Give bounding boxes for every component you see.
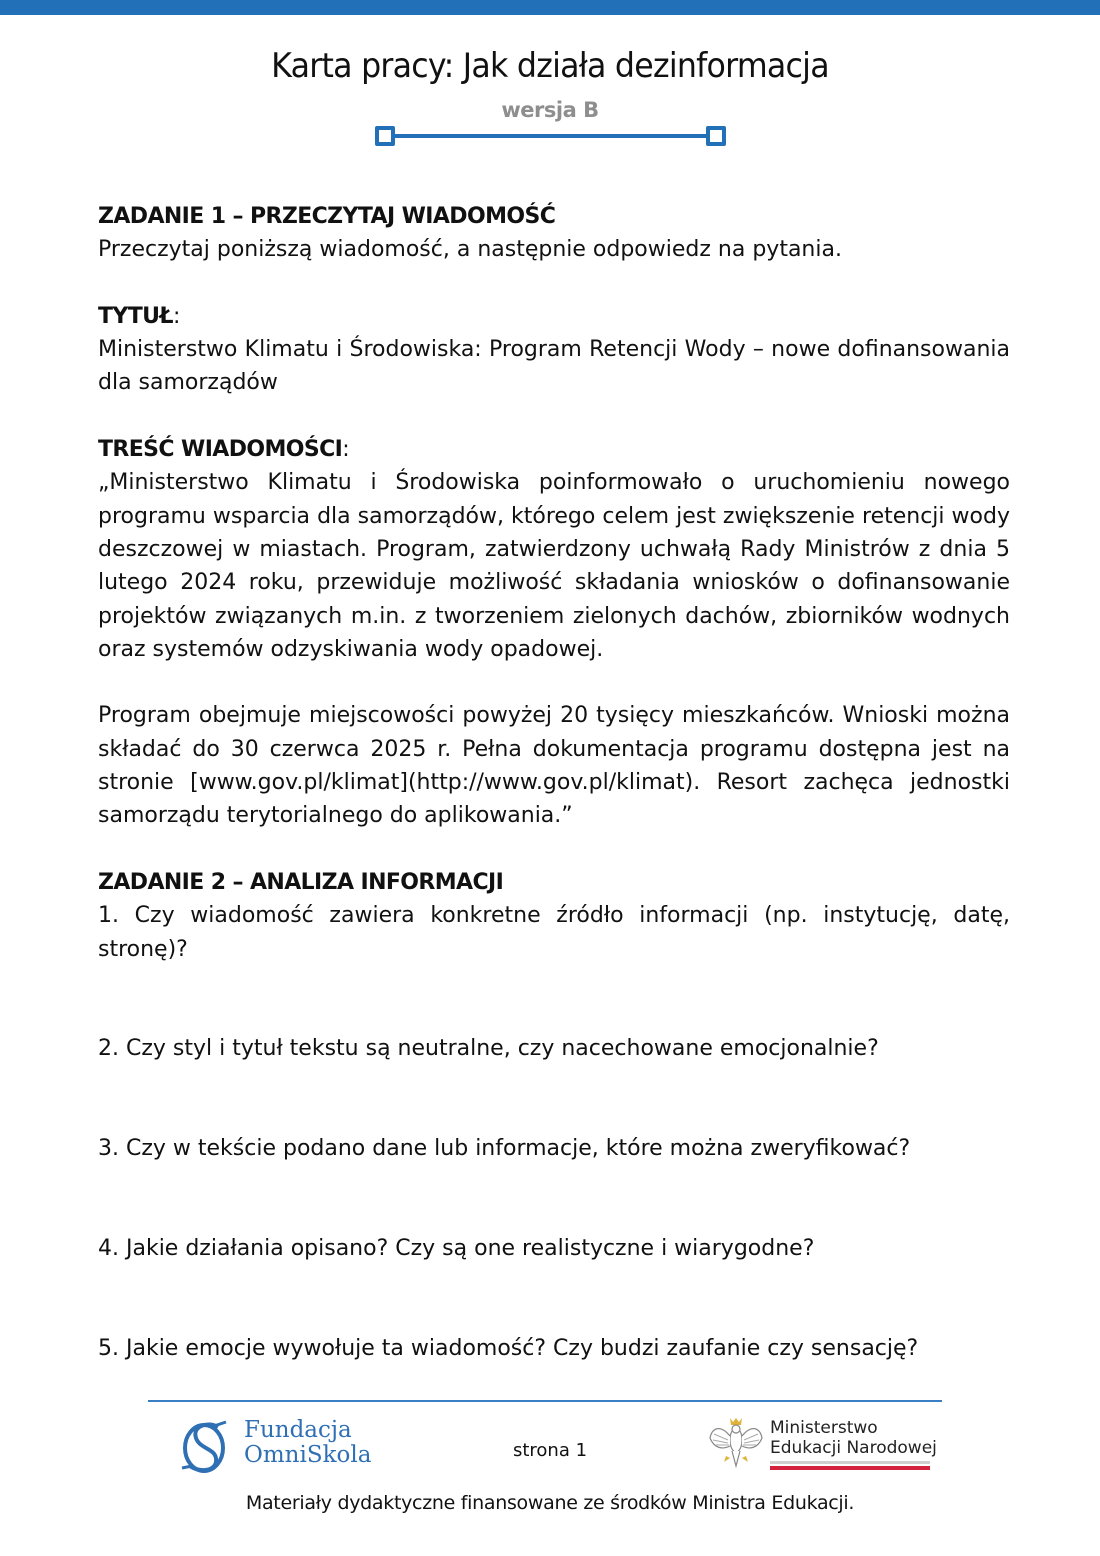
news-title-text: Ministerstwo Klimatu i Środowiska: Program Retencji Wody – nowe dofinansowania dla samorządów xyxy=(98,337,1010,396)
question-item: 3. Czy w tekście podano dane lub informacje, które można zweryfikować? xyxy=(98,1136,911,1162)
task-2-heading: ZADANIE 2 – ANALIZA INFORMACJI xyxy=(98,869,504,895)
task-2 xyxy=(98,866,1010,1365)
omniskola-name-line: Fundacja xyxy=(244,1417,352,1443)
divider-line xyxy=(385,134,715,138)
omniskola-logo xyxy=(178,1416,388,1476)
task-1 xyxy=(98,200,1010,833)
men-name-line: Edukacji Narodowej xyxy=(770,1438,937,1458)
men-logo xyxy=(708,1414,938,1474)
men-name xyxy=(770,1418,937,1458)
omniskola-name-line: OmniSkola xyxy=(244,1442,372,1468)
task-1-instruction: Przeczytaj poniższą wiadomość, a następnie odpowiedz na pytania. xyxy=(98,237,842,263)
title-divider xyxy=(375,125,726,147)
news-title-label-text: TYTUŁ xyxy=(98,303,173,329)
omniskola-s-icon xyxy=(178,1418,234,1474)
question-item: 5. Jakie emocje wywołuje ta wiadomość? Czy budzi zaufanie czy sensację? xyxy=(98,1336,919,1362)
flag-red-stripe xyxy=(770,1466,930,1470)
news-paragraph: Program obejmuje miejscowości powyżej 20 tysięcy mieszkańców. Wnioski można składać do 30 czerwca 2025 r. Pełna dokumentacja programu dostępna jest na stronie [www.gov.pl/klimat](http://www.gov.pl/klimat). Resort zachęca jednostki samorządu terytorialnego do aplikowania.” xyxy=(98,703,1010,829)
worksheet-content xyxy=(98,200,1010,1365)
top-accent-bar xyxy=(0,0,1100,15)
news-title-label: TYTUŁ: xyxy=(98,303,181,329)
question-item: 2. Czy styl i tytuł tekstu są neutralne, czy nacechowane emocjonalnie? xyxy=(98,1036,879,1062)
task-1-heading: ZADANIE 1 – PRZECZYTAJ WIADOMOŚĆ xyxy=(98,204,556,229)
eagle-emblem-icon xyxy=(708,1414,764,1474)
version-label: wersja B xyxy=(501,98,599,122)
divider-right-square-icon xyxy=(706,126,726,146)
page-number: strona 1 xyxy=(512,1440,588,1461)
question-item: 4. Jakie działania opisano? Czy są one realistyczne i wiarygodne? xyxy=(98,1236,815,1262)
men-name-line: Ministerstwo xyxy=(770,1418,878,1438)
divider-left-square-icon xyxy=(375,126,395,146)
news-content-label: TREŚĆ WIADOMOŚCI: xyxy=(98,437,350,463)
news-content-label-text: TREŚĆ WIADOMOŚCI xyxy=(98,437,343,463)
news-paragraph: „Ministerstwo Klimatu i Środowiska poinformowało o uruchomieniu nowego programu wsparcia dla samorządów, którego celem jest zwiększenie retencji wody deszczowej w miastach. Program, zatwierdzony uchwałą Rady Ministrów z dnia 5 lutego 2024 roku, przewiduje możliwość składania wniosków o dofinansowanie projektów związanych m.in. z tworzeniem zielonych dachów, zbiorników wodnych oraz systemów odzyskiwania wody opadowej. xyxy=(98,470,1010,662)
omniskola-name xyxy=(244,1418,371,1468)
question-item: 1. Czy wiadomość zawiera konkretne źródło informacji (np. instytucję, datę, stronę)? xyxy=(98,903,1010,962)
footer-divider xyxy=(148,1400,942,1402)
funding-note: Materiały dydaktyczne finansowane ze środków Ministra Edukacji. xyxy=(245,1492,855,1514)
flag-white-stripe xyxy=(770,1461,930,1464)
page-title: Karta pracy: Jak działa dezinformacja xyxy=(271,46,829,86)
